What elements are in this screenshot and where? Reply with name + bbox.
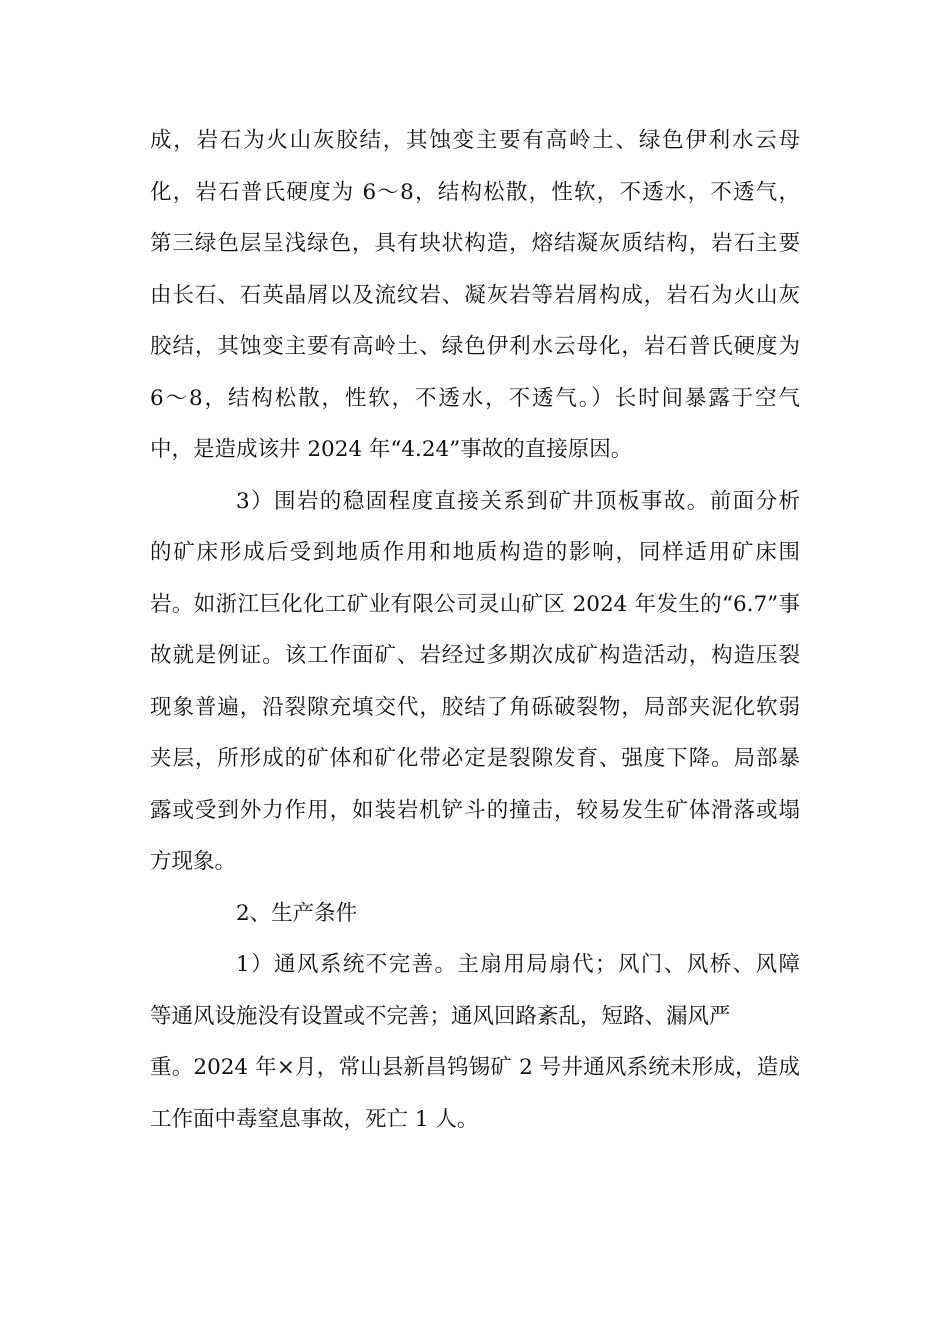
text-line: 现象普遍，沿裂隙充填交代，胶结了角砾破裂物，局部夹泥化软弱 xyxy=(150,694,800,720)
paragraph-first-line: 1）通风系统不完善。主扇用局扇代；风门、风桥、风障 xyxy=(236,952,800,977)
text-line: 成，岩石为火山灰胶结，其蚀变主要有高岭土、绿色伊利水云母 xyxy=(150,128,800,153)
text-line: 工作面中毒窒息事故，死亡 1 人。 xyxy=(150,1106,479,1132)
paragraph-first-line: 3）围岩的稳固程度直接关系到矿井顶板事故。前面分析 xyxy=(236,488,800,514)
text-line: 6～8，结构松散，性软，不透水，不透气。）长时间暴露于空气 xyxy=(150,385,800,411)
text-line: 岩。如浙江巨化化工矿业有限公司灵山矿区 2024 年发生的“6.7”事 xyxy=(150,591,800,617)
text-line: 中，是造成该井 2024 年“4.24”事故的直接原因。 xyxy=(150,437,633,462)
text-line: 故就是例证。该工作面矿、岩经过多期次成矿构造活动，构造压裂 xyxy=(150,643,800,668)
text-line: 夹层，所形成的矿体和矿化带必定是裂隙发育、强度下降。局部暴 xyxy=(150,746,800,771)
text-line: 由长石、石英晶屑以及流纹岩、凝灰岩等岩屑构成，岩石为火山灰 xyxy=(150,282,800,308)
text-line: 露或受到外力作用，如装岩机铲斗的撞击，较易发生矿体滑落或塌 xyxy=(150,797,800,823)
text-line: 重。2024 年×月，常山县新昌钨锡矿 2 号井通风系统未形成，造成 xyxy=(150,1055,800,1080)
section-heading: 2、生产条件 xyxy=(236,900,358,926)
text-line: 化，岩石普氏硬度为 6～8，结构松散，性软，不透水，不透气， xyxy=(150,179,800,205)
body-text xyxy=(150,115,800,1145)
text-line: 的矿床形成后受到地质作用和地质构造的影响，同样适用矿床围 xyxy=(150,540,800,565)
text-line: 第三绿色层呈浅绿色，具有块状构造，熔结凝灰质结构，岩石主要 xyxy=(150,231,800,256)
text-line: 等通风设施没有设置或不完善；通风回路紊乱，短路、漏风严 xyxy=(150,1003,731,1029)
text-line: 胶结，其蚀变主要有高岭土、绿色伊利水云母化，岩石普氏硬度为 xyxy=(150,334,800,359)
text-line: 方现象。 xyxy=(150,849,237,874)
